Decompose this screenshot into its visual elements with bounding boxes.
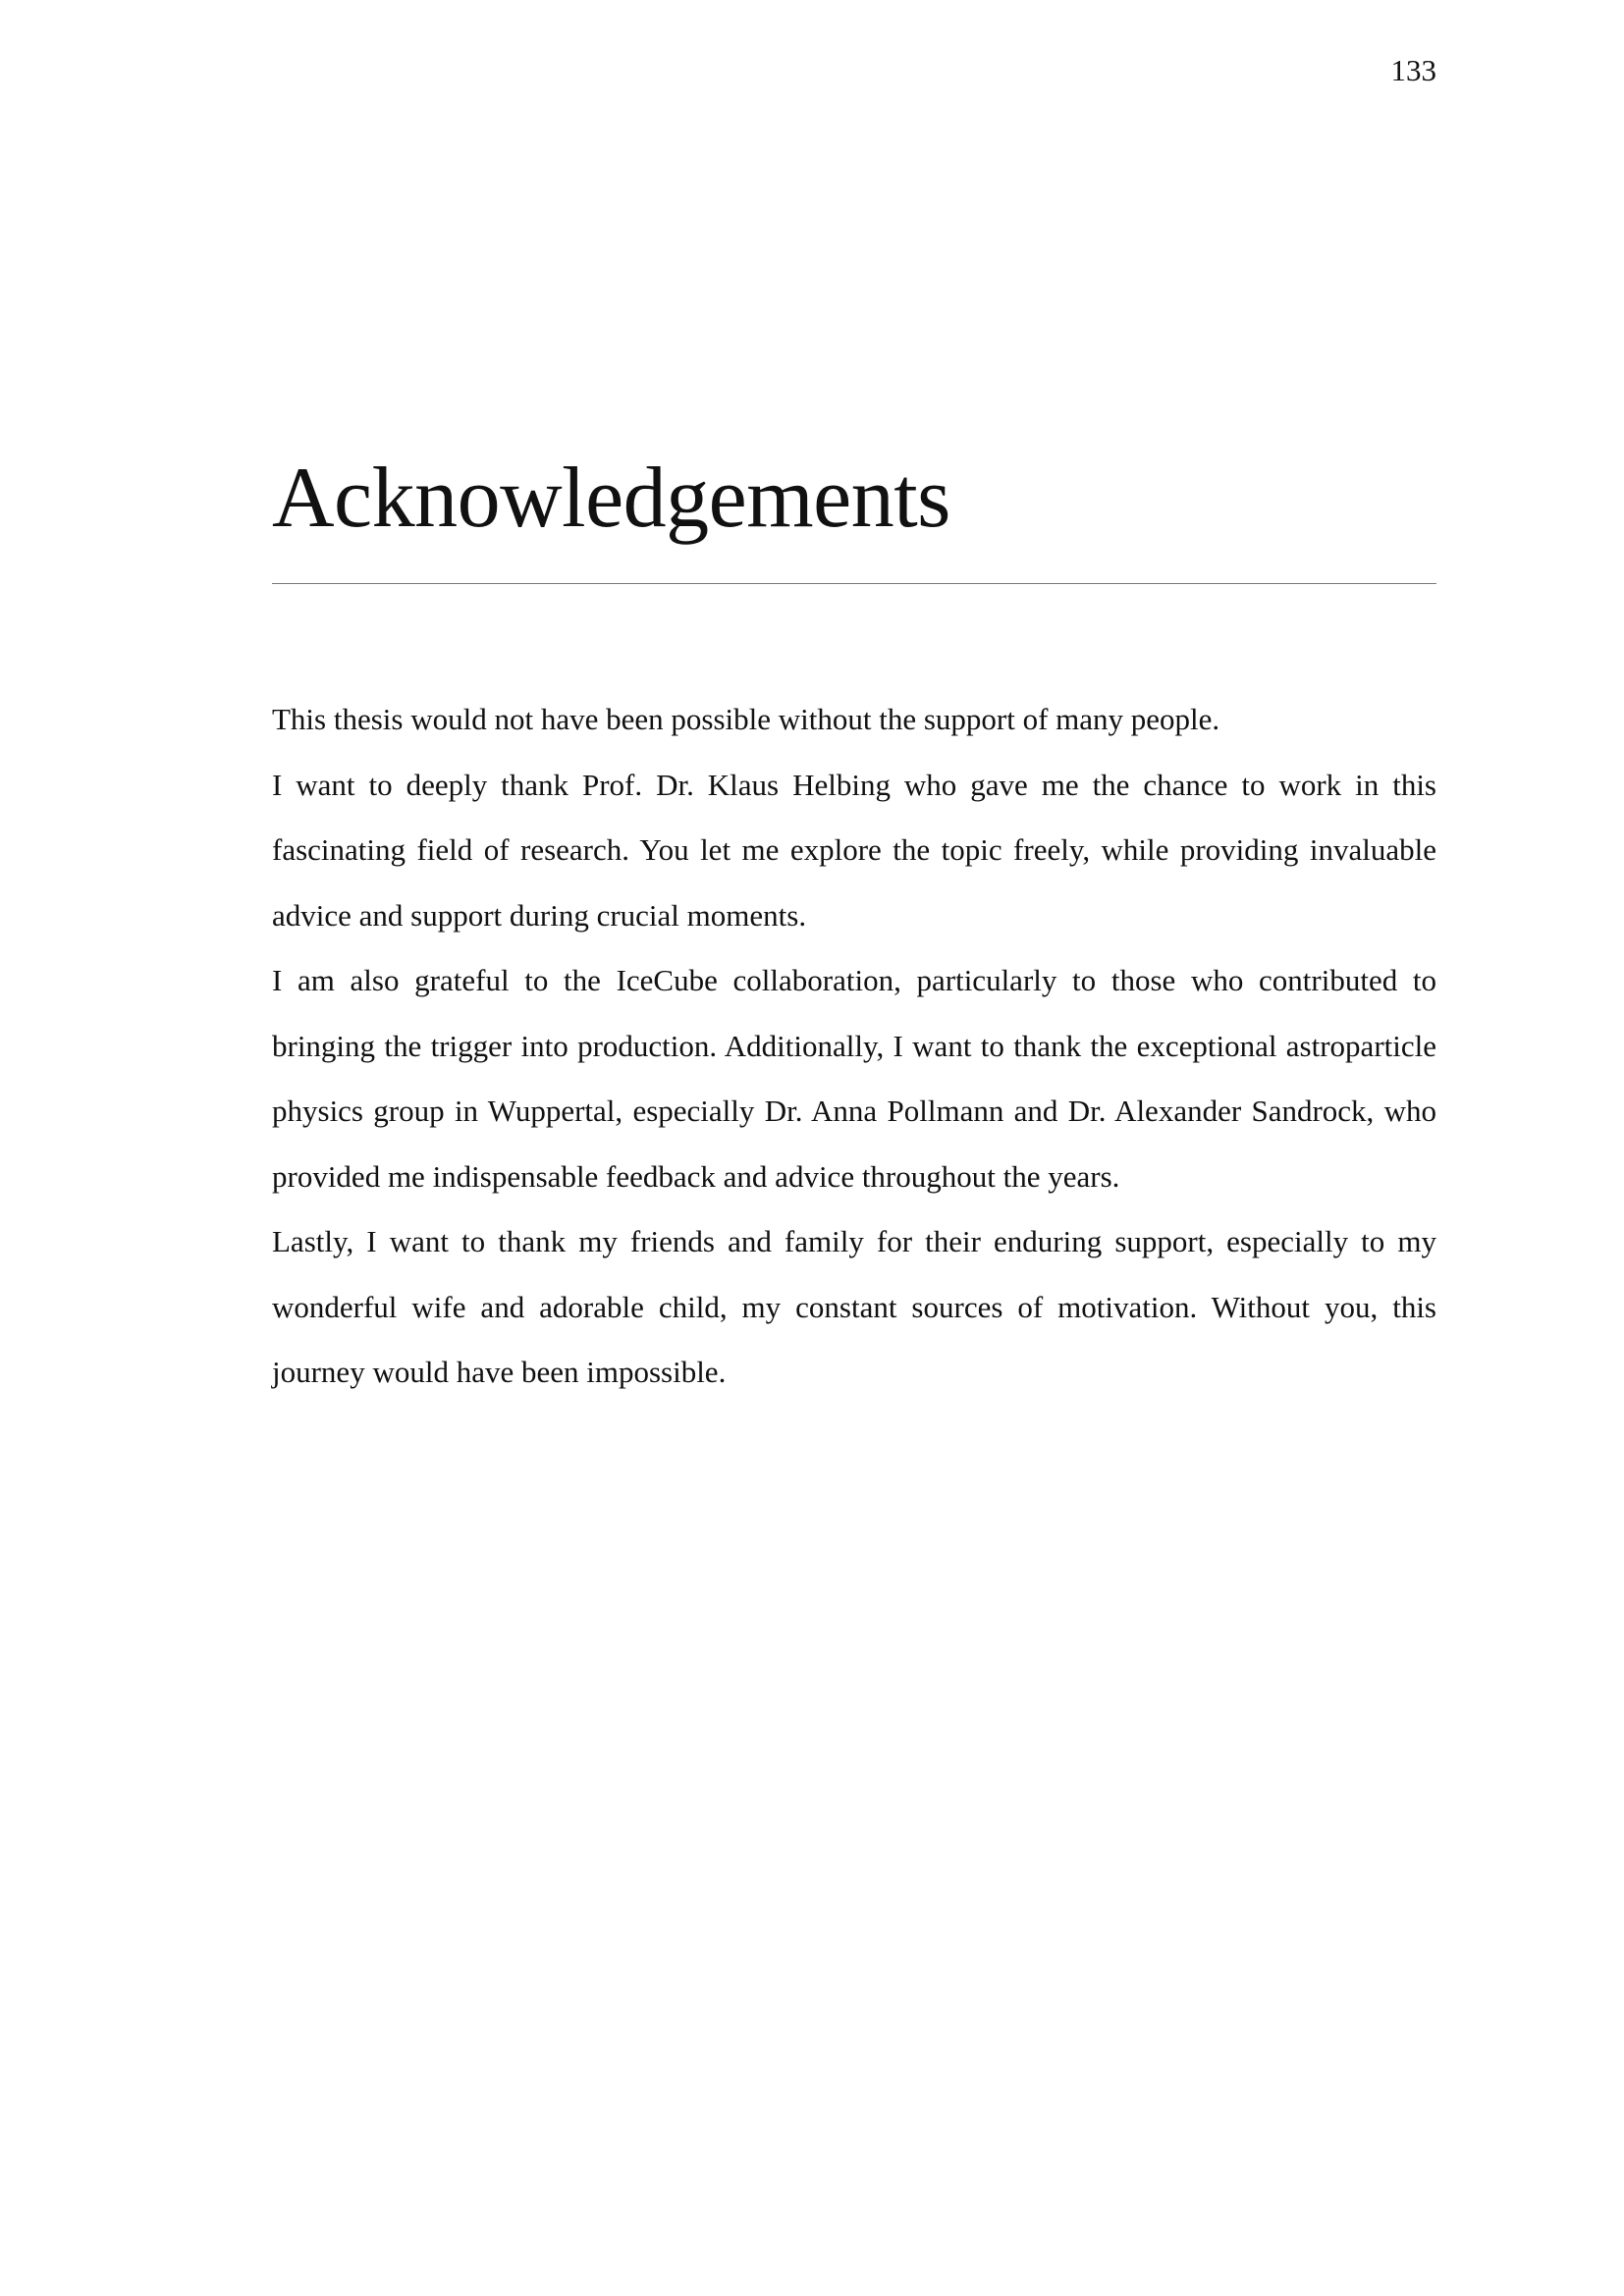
- chapter-title: Acknowledgements: [272, 451, 950, 546]
- paragraph: This thesis would not have been possible without the support of many people.: [272, 702, 1220, 736]
- page-number: 133: [1390, 53, 1436, 87]
- paragraph: Lastly, I want to thank my friends and family for their enduring support, especially to my wonderful wife and adorable child, my constant sources of motivation. Without you, this journey would have been impossible.: [272, 1224, 1436, 1389]
- title-divider: [272, 583, 1436, 584]
- paragraph: I want to deeply thank Prof. Dr. Klaus Helbing who gave me the chance to work in this fascinating field of research. You let me explore the topic freely, while providing invaluable advice and support during crucial moments.: [272, 767, 1436, 933]
- acknowledgements-body: [272, 687, 1436, 1406]
- paragraph: I am also grateful to the IceCube collaboration, particularly to those who contributed to bringing the trigger into production. Additionally, I want to thank the exceptional astroparticle physics group in Wuppertal, especially Dr. Anna Pollmann and Dr. Alexander Sandrock, who provided me indispensable feedback and advice throughout the years.: [272, 963, 1436, 1194]
